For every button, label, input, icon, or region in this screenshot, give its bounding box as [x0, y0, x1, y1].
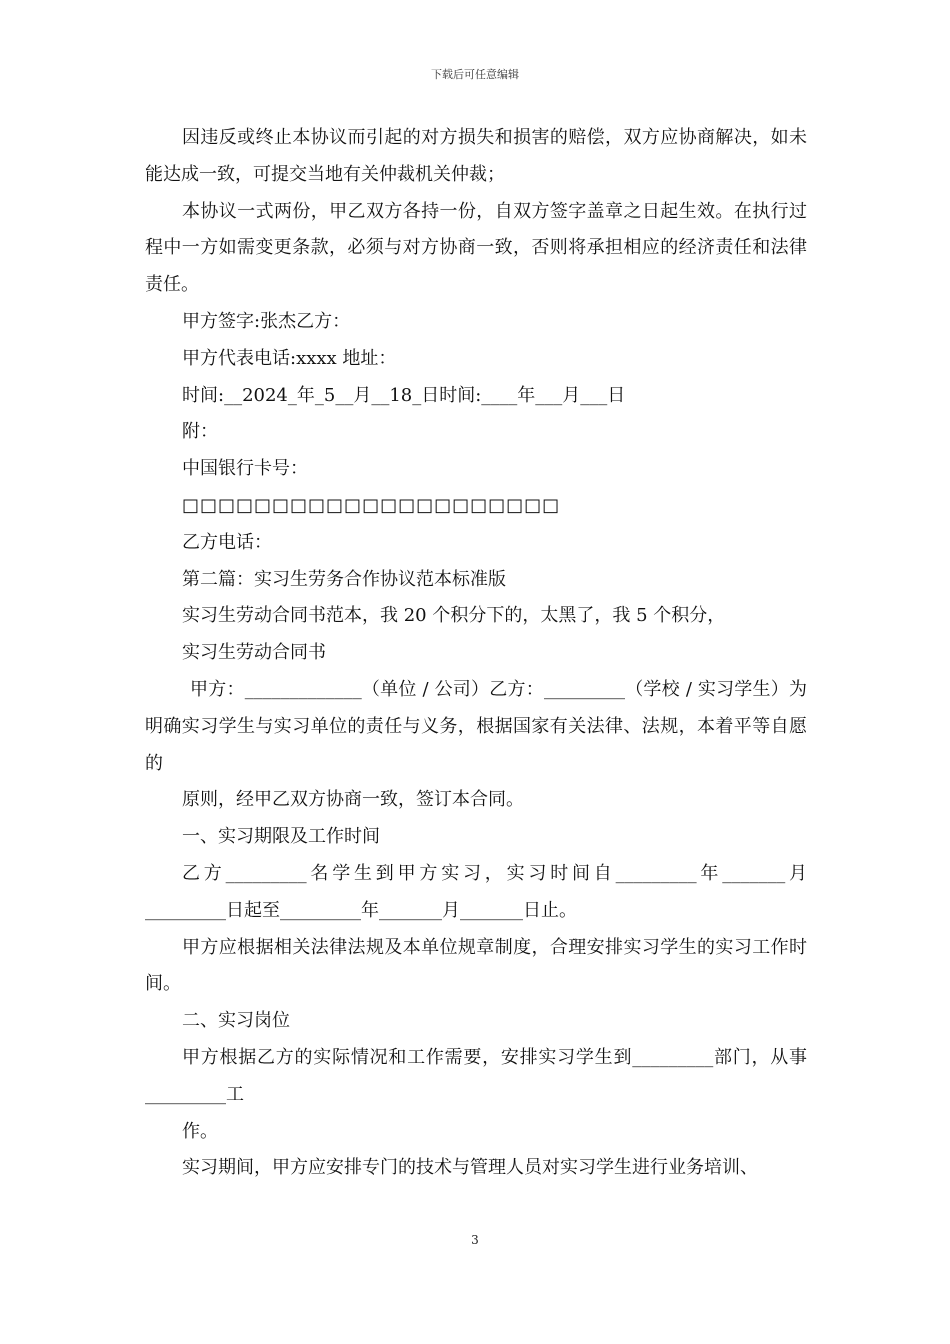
heading-position: 二、实习岗位: [182, 1010, 290, 1032]
document-body: [145, 120, 807, 1187]
section-title-part-two: 第二篇：实习生劳务合作协议范本标准版: [182, 568, 506, 590]
paragraph-attachment: 附：: [182, 421, 218, 443]
paragraph-working-time: 甲方应根据相关法律法规及本单位规章制度，合理安排实习学生的实习工作时间。: [145, 936, 807, 995]
paragraph-position: 甲方根据乙方的实际情况和工作需要，安排实习学生到_________部门，从事_________工: [145, 1046, 807, 1105]
paragraph-training: 实习期间，甲方应安排专门的技术与管理人员对实习学生进行业务培训、: [182, 1157, 758, 1179]
paragraph-parties: 甲方：_____________（单位 / 公司）乙方：_________（学校 / 实习学生）为明确实习学生与实习单位的责任与义务，根据国家有关法律、法规，本着平等自愿的: [145, 678, 807, 774]
page-number: 3: [471, 1233, 479, 1247]
paragraph-phone-address: 甲方代表电话:xxxx 地址：: [182, 347, 397, 369]
paragraph-copies: 本协议一式两份，甲乙双方各持一份，自双方签字盖章之日起生效。在执行过程中一方如需变更条款，必须与对方协商一致，否则将承担相应的经济责任和法律责任。: [145, 200, 807, 296]
paragraph-template-note: 实习生劳动合同书范本，我 20 个积分下的，太黑了，我 5 个积分，: [182, 605, 726, 627]
paragraph-signature: 甲方签字:张杰乙方：: [182, 310, 351, 332]
contract-title: 实习生劳动合同书: [182, 642, 326, 664]
heading-period-and-hours: 一、实习期限及工作时间: [182, 826, 380, 848]
paragraph-bank-card: 中国银行卡号：: [182, 458, 308, 480]
paragraph-period: 乙方_________名学生到甲方实习，实习时间自_________年_______月_________日起至_________年_______月_______日止。: [145, 862, 807, 921]
bank-card-boxes: □□□□□□□□□□□□□□□□□□□□□: [182, 494, 561, 516]
page-header: 下载后可任意编辑: [431, 68, 519, 81]
paragraph-party-b-phone: 乙方电话：: [182, 531, 272, 553]
paragraph-compensation: 因违反或终止本协议而引起的对方损失和损害的赔偿，双方应协商解决，如未能达成一致，可提交当地有关仲裁机关仲裁；: [145, 127, 807, 185]
paragraph-date: 时间:__2024_年_5__月__18_日时间:____年___月___日: [182, 384, 626, 406]
paragraph-principle: 原则，经甲乙双方协商一致，签订本合同。: [182, 789, 524, 811]
paragraph-position-continued: 作。: [182, 1120, 218, 1142]
